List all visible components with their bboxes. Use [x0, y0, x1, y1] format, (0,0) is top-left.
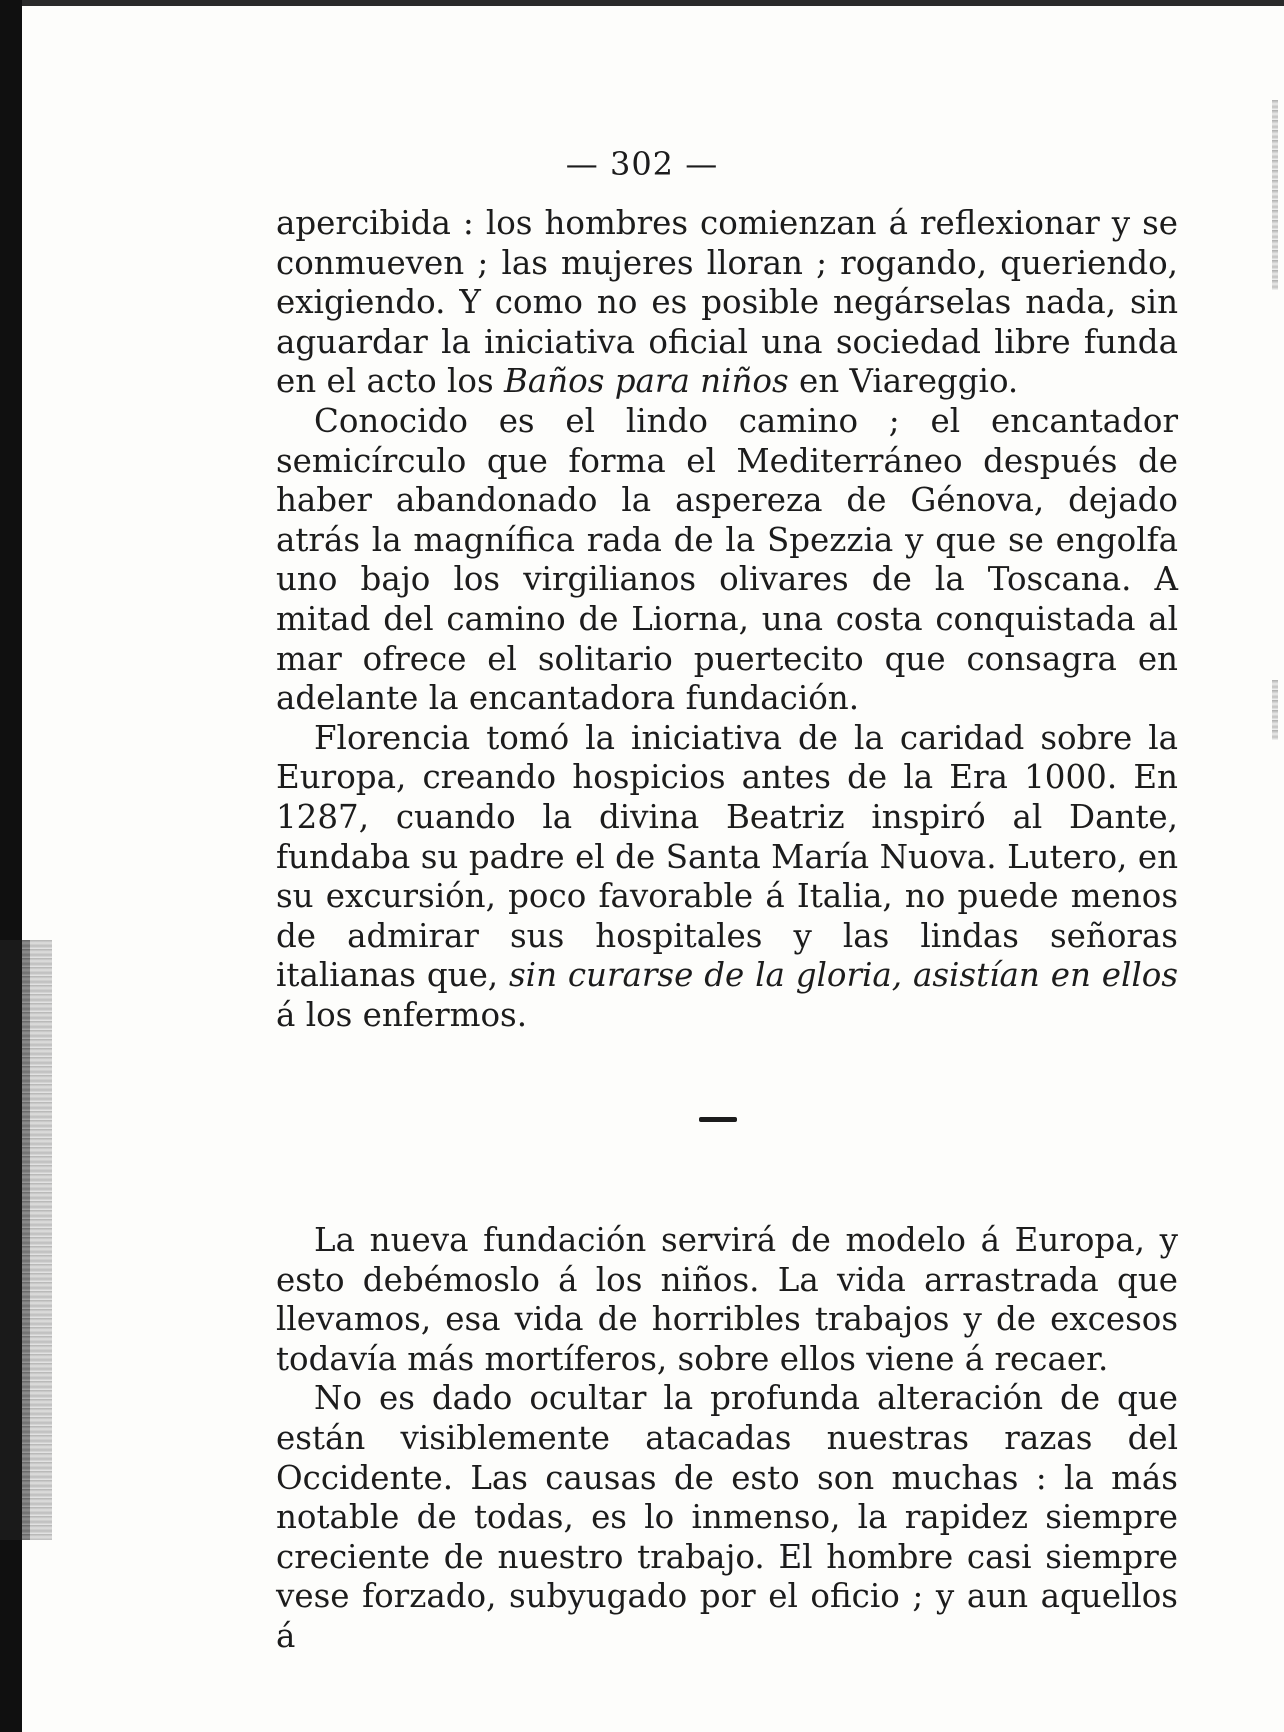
scan-right-edge-speckle-top — [1272, 100, 1278, 290]
italic-text: Baños para niños — [503, 362, 789, 401]
scan-top-edge — [0, 0, 1284, 6]
body-text-upper — [276, 204, 1178, 1035]
paragraph — [276, 719, 1178, 1036]
paragraph-text: La nueva fundación servirá de modelo á Europa, y esto debémoslo á los niños. La vida arrastrada que llevamos, esa vida de horribles trabajos y de excesos todavía más mortíferos, sobre ellos viene á recaer. — [276, 1221, 1178, 1378]
paragraph — [276, 1221, 1178, 1379]
paragraph-text: Conocido es el lindo camino ; el encantador semicírculo que forma el Mediterráneo después de haber abandonado la aspereza de Génova, dejado atrás la magnífica rada de la Spezzia y que se engolfa uno bajo los virgilianos olivares de la Toscana. A mitad del camino de Liorna, una costa conquistada al mar ofrece el solitario puertecito que consagra en adelante la encantadora fundación. — [276, 401, 1178, 718]
paragraph-text: No es dado ocultar la profunda alteración de que están visiblemente atacadas nuestras razas del Occidente. Las causas de esto son muchas : la más notable de todas, es lo inmenso, la rapidez siempre creciente de nuestro trabajo. El hombre casi siempre vese forzado, subyugado por el oficio ; y aun aquellos á — [276, 1379, 1178, 1655]
paragraph — [276, 204, 1178, 402]
paragraph — [276, 402, 1178, 719]
section-divider-ornament — [699, 1117, 737, 1122]
italic-text: sin curarse de la gloria, asistían en ellos — [509, 956, 1178, 995]
paragraph-text: apercibida : los hombres comienzan á reflexionar y se conmueven ; las mujeres lloran ; rogando, queriendo, exigiendo. Y como no es posible negárselas nada, sin aguardar la iniciativa oficial una sociedad libre funda en el acto los — [276, 204, 1178, 401]
body-text-lower — [276, 1221, 1178, 1657]
scan-left-binding-texture — [22, 940, 52, 1540]
paragraph-text: á los enfermos. — [276, 995, 528, 1034]
page-number: — 302 — — [565, 145, 719, 183]
scan-right-edge-speckle-mid — [1272, 680, 1278, 740]
paragraph — [276, 1379, 1178, 1656]
paragraph-text: Florencia tomó la iniciativa de la caridad sobre la Europa, creando hospicios antes de la Era 1000. En 1287, cuando la divina Beatriz inspiró al Dante, fundaba su padre el de Santa María Nuova. Lutero, en su excursión, poco favorable á Italia, no puede menos de admirar sus hospitales y las lindas señoras italianas que, — [276, 718, 1178, 995]
paragraph-text: en Viareggio. — [788, 362, 1019, 401]
